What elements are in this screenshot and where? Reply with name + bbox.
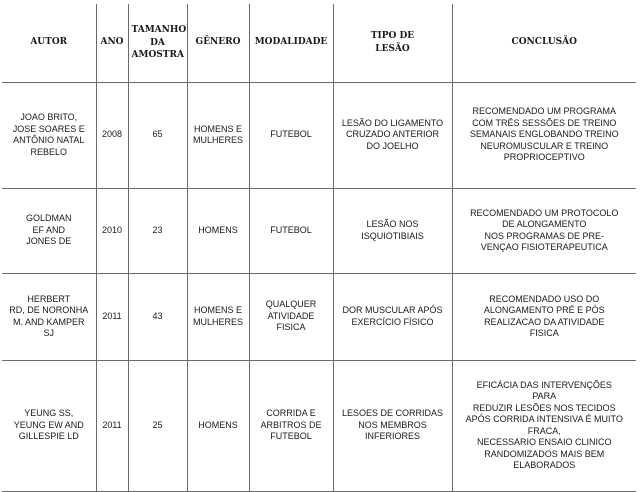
cell-genero: HOMENS E MULHERES	[187, 82, 249, 188]
cell-modalidade: QUALQUER ATIVIDADE FISICA	[249, 273, 333, 360]
cell-tipo-lesao: LESÃO DO LIGAMENTO CRUZADO ANTERIOR DO JOELHO	[333, 82, 452, 188]
cell-autor: HERBERT RD, DE NORONHA M. AND KAMPER SJ	[2, 273, 96, 360]
cell-tipo-lesao: LESÃO NOS ISQUIOTIBIAIS	[333, 188, 452, 273]
cell-ano: 2010	[96, 188, 128, 273]
cell-ano: 2008	[96, 82, 128, 188]
table-row	[2, 273, 636, 360]
cell-modalidade: FUTEBOL	[249, 82, 333, 188]
table-header-row	[2, 4, 636, 82]
cell-tamanho: 65	[128, 82, 187, 188]
table-row	[2, 82, 636, 188]
header-tipo-lesao: TIPO DE LESÃO	[333, 4, 452, 82]
header-modalidade: MODALIDADE	[249, 4, 333, 82]
cell-genero: HOMENS	[187, 188, 249, 273]
cell-ano: 2011	[96, 360, 128, 491]
cell-conclusao: RECOMENDADO USO DO ALONGAMENTO PRÉ E PÓS REALIZACAO DA ATIVIDADE FISICA	[452, 273, 636, 360]
cell-modalidade: CORRIDA E ARBITROS DE FUTEBOL	[249, 360, 333, 491]
cell-tamanho: 23	[128, 188, 187, 273]
cell-tipo-lesao: DOR MUSCULAR APÓS EXERCÍCIO FÍSICO	[333, 273, 452, 360]
cell-modalidade: FUTEBOL	[249, 188, 333, 273]
cell-conclusao: RECOMENDADO UM PROTOCOLO DE ALONGAMENTO NOS PROGRAMAS DE PRE- VENÇAO FISIOTERAPEUTICA	[452, 188, 636, 273]
header-conclusao: CONCLUSÃO	[452, 4, 636, 82]
header-tamanho: TAMANHO DA AMOSTRA	[128, 4, 187, 82]
studies-table	[2, 4, 636, 492]
cell-tipo-lesao: LESOES DE CORRIDAS NOS MEMBROS INFERIORES	[333, 360, 452, 491]
cell-tamanho: 43	[128, 273, 187, 360]
table-row	[2, 360, 636, 491]
cell-genero: HOMENS	[187, 360, 249, 491]
cell-tamanho: 25	[128, 360, 187, 491]
cell-conclusao: EFICÁCIA DAS INTERVENÇÕES PARA REDUZIR LESÕES NOS TECIDOS APÓS CORRIDA INTENSIVA É MUITO FRACA, NECESSARIO ENSAIO CLINICO RANDOMIZADOS MAIS BEM ELABORADOS	[452, 360, 636, 491]
table-row	[2, 188, 636, 273]
cell-autor: GOLDMAN EF AND JONES DE	[2, 188, 96, 273]
cell-genero: HOMENS E MULHERES	[187, 273, 249, 360]
header-genero: GÊNERO	[187, 4, 249, 82]
header-autor: AUTOR	[2, 4, 96, 82]
cell-conclusao: RECOMENDADO UM PROGRAMA COM TRÊS SESSÕES DE TREINO SEMANAIS ENGLOBANDO TREINO NEUROMUSCULAR E TREINO PROPRIOCEPTIVO	[452, 82, 636, 188]
cell-ano: 2011	[96, 273, 128, 360]
cell-autor: YEUNG SS, YEUNG EW AND GILLESPIE LD	[2, 360, 96, 491]
cell-autor: JOAO BRITO, JOSE SOARES E ANTÔNIO NATAL REBELO	[2, 82, 96, 188]
header-ano: ANO	[96, 4, 128, 82]
